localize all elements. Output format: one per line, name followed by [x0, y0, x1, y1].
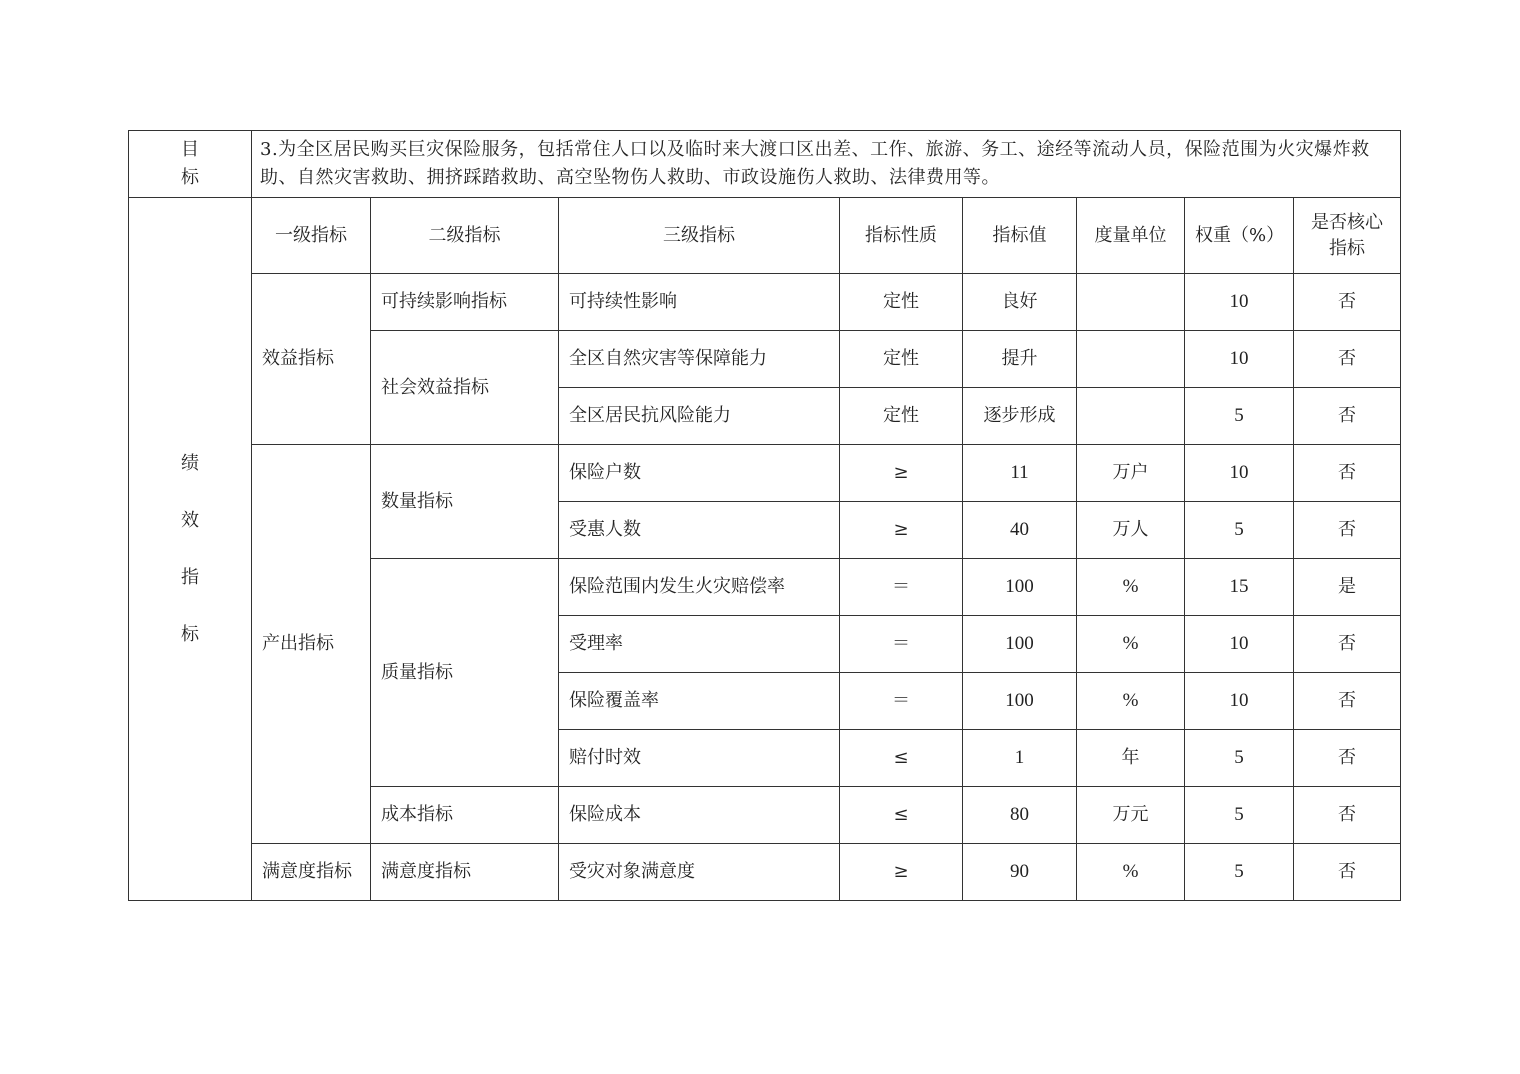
- indicator-name: 保险范围内发生火灾赔偿率: [559, 559, 840, 616]
- indicator-unit: %: [1077, 673, 1185, 730]
- performance-label-char: 效: [181, 510, 199, 531]
- indicator-weight: 10: [1185, 445, 1294, 502]
- indicator-name: 受理率: [559, 616, 840, 673]
- indicator-weight: 5: [1185, 502, 1294, 559]
- indicator-core: 是: [1294, 559, 1401, 616]
- indicator-nature: ＝: [840, 616, 963, 673]
- group-satisfaction: 满意度指标: [252, 844, 371, 901]
- header-core: 是否核心指标: [1294, 198, 1401, 274]
- indicator-name: 保险户数: [559, 445, 840, 502]
- indicator-unit: %: [1077, 559, 1185, 616]
- indicator-name: 全区居民抗风险能力: [559, 388, 840, 445]
- indicator-nature: 定性: [840, 388, 963, 445]
- indicator-weight: 10: [1185, 673, 1294, 730]
- header-unit: 度量单位: [1077, 198, 1185, 274]
- indicator-nature: ≤: [840, 730, 963, 787]
- indicator-value: 1: [963, 730, 1077, 787]
- indicator-unit: [1077, 274, 1185, 331]
- indicator-nature: 定性: [840, 331, 963, 388]
- indicator-unit: %: [1077, 616, 1185, 673]
- indicator-weight: 10: [1185, 274, 1294, 331]
- indicator-core: 否: [1294, 673, 1401, 730]
- indicator-weight: 10: [1185, 331, 1294, 388]
- indicator-unit: [1077, 331, 1185, 388]
- indicator-value: 良好: [963, 274, 1077, 331]
- indicator-nature: ＝: [840, 673, 963, 730]
- header-row: [129, 198, 1401, 274]
- indicator-weight: 5: [1185, 730, 1294, 787]
- indicator-name: 赔付时效: [559, 730, 840, 787]
- indicator-value: 11: [963, 445, 1077, 502]
- goal-text: 3.为全区居民购买巨灾保险服务，包括常住人口以及临时来大渡口区出差、工作、旅游、务工、途经等流动人员，保险范围为火灾爆炸救助、自然灾害救助、拥挤踩踏救助、高空坠物伤人救助、市政设施伤人救助、法律费用等。: [252, 131, 1401, 198]
- indicator-name: 保险成本: [559, 787, 840, 844]
- indicator-core: 否: [1294, 502, 1401, 559]
- indicator-weight: 15: [1185, 559, 1294, 616]
- indicator-core: 否: [1294, 730, 1401, 787]
- group-output: 产出指标: [252, 445, 371, 844]
- indicator-value: 80: [963, 787, 1077, 844]
- indicator-core: 否: [1294, 787, 1401, 844]
- indicator-weight: 10: [1185, 616, 1294, 673]
- subgroup-social: 社会效益指标: [371, 331, 559, 445]
- indicator-unit: 年: [1077, 730, 1185, 787]
- indicator-unit: [1077, 388, 1185, 445]
- indicator-nature: ≥: [840, 502, 963, 559]
- header-level2: 二级指标: [371, 198, 559, 274]
- indicator-core: 否: [1294, 844, 1401, 901]
- indicator-name: 受惠人数: [559, 502, 840, 559]
- table-row: [129, 274, 1401, 331]
- goal-row: [129, 131, 1401, 198]
- subgroup-quantity: 数量指标: [371, 445, 559, 559]
- performance-label: [129, 198, 252, 901]
- subgroup-cost: 成本指标: [371, 787, 559, 844]
- performance-label-char: 绩: [181, 453, 199, 474]
- indicator-core: 否: [1294, 331, 1401, 388]
- indicator-unit: 万户: [1077, 445, 1185, 502]
- subgroup-quality: 质量指标: [371, 559, 559, 787]
- header-weight: 权重（%）: [1185, 198, 1294, 274]
- indicator-nature: 定性: [840, 274, 963, 331]
- indicator-value: 100: [963, 559, 1077, 616]
- indicator-weight: 5: [1185, 787, 1294, 844]
- performance-goal-table: [128, 130, 1401, 901]
- goal-label: [129, 131, 252, 198]
- group-benefit: 效益指标: [252, 274, 371, 445]
- indicator-core: 否: [1294, 445, 1401, 502]
- indicator-nature: ≥: [840, 844, 963, 901]
- indicator-nature: ＝: [840, 559, 963, 616]
- indicator-name: 可持续性影响: [559, 274, 840, 331]
- header-nature: 指标性质: [840, 198, 963, 274]
- performance-goal-table-page: [128, 130, 1400, 901]
- goal-label-char: 标: [181, 167, 199, 188]
- indicator-nature: ≤: [840, 787, 963, 844]
- indicator-value: 逐步形成: [963, 388, 1077, 445]
- table-row: [129, 844, 1401, 901]
- performance-label-char: 指: [181, 567, 199, 588]
- indicator-name: 受灾对象满意度: [559, 844, 840, 901]
- indicator-core: 否: [1294, 388, 1401, 445]
- indicator-name: 保险覆盖率: [559, 673, 840, 730]
- indicator-unit: %: [1077, 844, 1185, 901]
- table-row: [129, 445, 1401, 502]
- indicator-value: 提升: [963, 331, 1077, 388]
- indicator-value: 90: [963, 844, 1077, 901]
- indicator-value: 40: [963, 502, 1077, 559]
- indicator-unit: 万人: [1077, 502, 1185, 559]
- subgroup-satisfaction: 满意度指标: [371, 844, 559, 901]
- indicator-unit: 万元: [1077, 787, 1185, 844]
- indicator-weight: 5: [1185, 388, 1294, 445]
- header-level3: 三级指标: [559, 198, 840, 274]
- goal-label-char: 目: [181, 139, 199, 160]
- indicator-core: 否: [1294, 616, 1401, 673]
- indicator-name: 全区自然灾害等保障能力: [559, 331, 840, 388]
- header-value: 指标值: [963, 198, 1077, 274]
- header-level1: 一级指标: [252, 198, 371, 274]
- indicator-value: 100: [963, 616, 1077, 673]
- indicator-core: 否: [1294, 274, 1401, 331]
- indicator-nature: ≥: [840, 445, 963, 502]
- indicator-value: 100: [963, 673, 1077, 730]
- subgroup-sustainable: 可持续影响指标: [371, 274, 559, 331]
- indicator-weight: 5: [1185, 844, 1294, 901]
- performance-label-char: 标: [181, 624, 199, 645]
